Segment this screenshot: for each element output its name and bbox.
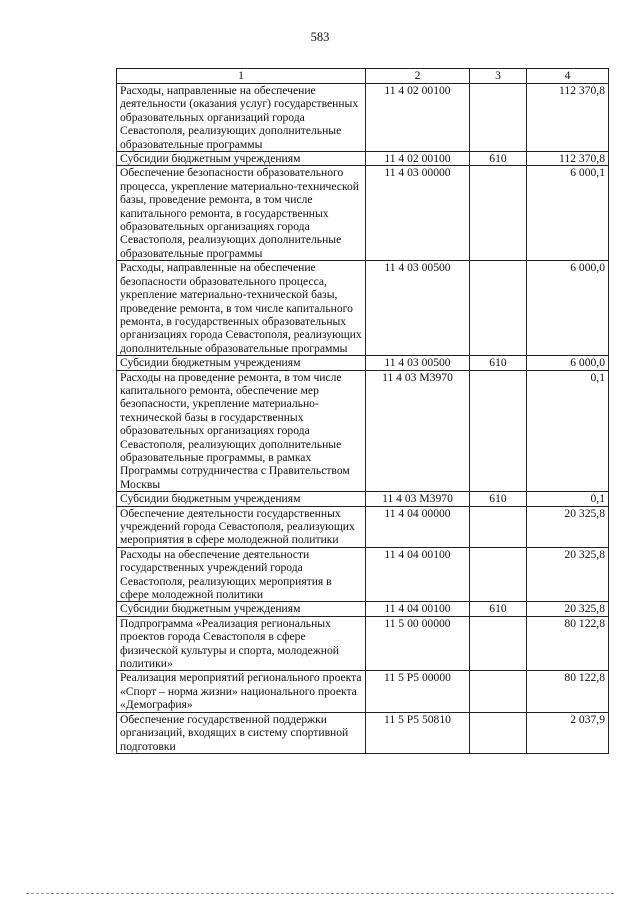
table-row	[117, 712, 609, 753]
table-row	[117, 261, 609, 356]
amount: 0,1	[527, 492, 609, 506]
column-header-4: 4	[527, 69, 609, 84]
target-code: 11 4 02 00100	[366, 84, 470, 152]
table-row	[117, 84, 609, 152]
target-code: 11 4 03 М3970	[366, 492, 470, 506]
column-header-2: 2	[366, 69, 470, 84]
table-row	[117, 547, 609, 602]
target-code: 11 5 00 00000	[366, 616, 470, 671]
expense-name: Расходы на проведение ремонта, в том числе капитального ремонта, обеспечение мер безопасности, укрепление материально-технической базы в государственных образовательных организациях города Севастополя, реализующих дополнительные образовательные программы, в рамках Программы сотрудничества с Правительством Москвы	[117, 370, 366, 492]
column-header-3: 3	[470, 69, 527, 84]
expense-name: Подпрограмма «Реализация региональных проектов города Севастополя в сфере физической культуры и спорта, молодежной политики»	[117, 616, 366, 671]
amount: 112 370,8	[527, 152, 609, 166]
amount: 80 122,8	[527, 616, 609, 671]
amount: 80 122,8	[527, 671, 609, 712]
expense-type	[470, 547, 527, 602]
footer-divider	[26, 893, 614, 894]
expense-name: Расходы, направленные на обеспечение безопасности образовательного процесса, укрепление материально-технической базы, проведение ремонта, в том числе капитального ремонта, в государственных образовательных организациях города Севастополя, реализующих дополнительные образовательные программы	[117, 261, 366, 356]
expense-name: Обеспечение безопасности образовательного процесса, укрепление материально-технической базы, проведение ремонта, в том числе капитального ремонта, в государственных образовательных организациях города Севастополя, реализующих дополнительные образовательные программы	[117, 166, 366, 261]
expense-name: Обеспечение государственной поддержки организаций, входящих в систему спортивной подготовки	[117, 712, 366, 753]
amount: 20 325,8	[527, 506, 609, 547]
target-code: 11 4 03 М3970	[366, 370, 470, 492]
target-code: 11 5 P5 50810	[366, 712, 470, 753]
expense-name: Субсидии бюджетным учреждениям	[117, 356, 366, 370]
table-row	[117, 356, 609, 370]
expense-type	[470, 712, 527, 753]
expense-name: Расходы на обеспечение деятельности государственных учреждений города Севастополя, реализующих мероприятия в сфере молодежной политики	[117, 547, 366, 602]
expense-name: Расходы, направленные на обеспечение деятельности (оказания услуг) государственных образовательных организаций города Севастополя, реализующих дополнительные образовательные программы	[117, 84, 366, 152]
target-code: 11 4 02 00100	[366, 152, 470, 166]
target-code: 11 4 03 00500	[366, 261, 470, 356]
table-header-row	[117, 69, 609, 84]
target-code: 11 4 04 00000	[366, 506, 470, 547]
target-code: 11 4 04 00100	[366, 547, 470, 602]
expense-name: Реализация мероприятий регионального проекта «Спорт – норма жизни» национального проекта «Демография»	[117, 671, 366, 712]
amount: 2 037,9	[527, 712, 609, 753]
expense-type: 610	[470, 602, 527, 616]
amount: 112 370,8	[527, 84, 609, 152]
table-row	[117, 492, 609, 506]
expense-name: Субсидии бюджетным учреждениям	[117, 492, 366, 506]
expense-name: Обеспечение деятельности государственных учреждений города Севастополя, реализующих мероприятия в сфере молодежной политики	[117, 506, 366, 547]
table-row	[117, 152, 609, 166]
budget-table	[116, 68, 609, 754]
expense-type	[470, 166, 527, 261]
expense-type: 610	[470, 356, 527, 370]
amount: 20 325,8	[527, 547, 609, 602]
amount: 6 000,0	[527, 356, 609, 370]
expense-type	[470, 84, 527, 152]
expense-name: Субсидии бюджетным учреждениям	[117, 152, 366, 166]
table-row	[117, 506, 609, 547]
expense-type: 610	[470, 492, 527, 506]
column-header-1: 1	[117, 69, 366, 84]
expense-type	[470, 261, 527, 356]
amount: 6 000,1	[527, 166, 609, 261]
table-row	[117, 370, 609, 492]
target-code: 11 4 03 00500	[366, 356, 470, 370]
expense-type: 610	[470, 152, 527, 166]
expense-type	[470, 506, 527, 547]
amount: 6 000,0	[527, 261, 609, 356]
target-code: 11 5 P5 00000	[366, 671, 470, 712]
expense-type	[470, 370, 527, 492]
table-row	[117, 602, 609, 616]
table-row	[117, 616, 609, 671]
target-code: 11 4 03 00000	[366, 166, 470, 261]
table-row	[117, 166, 609, 261]
expense-name: Субсидии бюджетным учреждениям	[117, 602, 366, 616]
expense-type	[470, 616, 527, 671]
page-number: 583	[310, 30, 330, 44]
amount: 20 325,8	[527, 602, 609, 616]
target-code: 11 4 04 00100	[366, 602, 470, 616]
expense-type	[470, 671, 527, 712]
amount: 0,1	[527, 370, 609, 492]
table-row	[117, 671, 609, 712]
